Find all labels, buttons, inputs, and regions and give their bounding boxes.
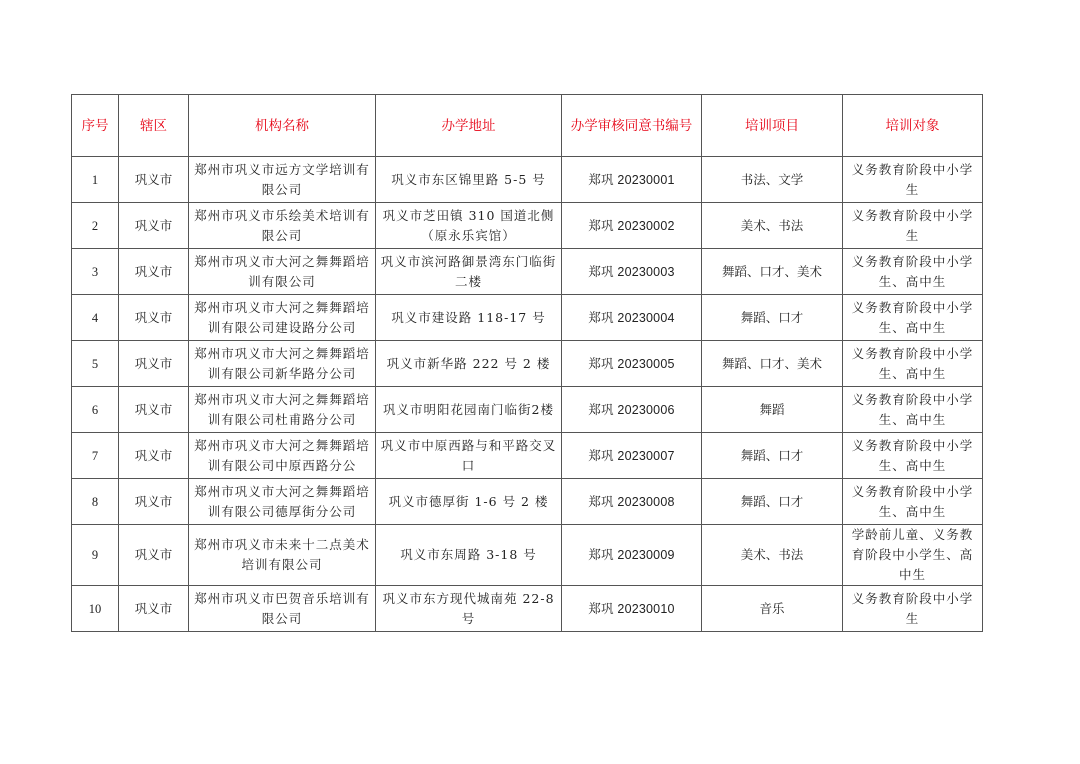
table-row [72,387,983,433]
cell-training-project: 舞蹈 [702,387,843,433]
cell-training-target: 义务教育阶段中小学生 [843,203,983,249]
table-row [72,479,983,525]
header-district: 辖区 [119,95,189,157]
cell-district: 巩义市 [119,203,189,249]
header-approval-number: 办学审核同意书编号 [562,95,702,157]
cell-training-project: 美术、书法 [702,203,843,249]
table-row [72,157,983,203]
cell-training-target: 学龄前儿童、义务教育阶段中小学生、高中生 [843,525,983,586]
cell-training-project: 舞蹈、口才、美术 [702,341,843,387]
cell-serial-number: 4 [72,295,119,341]
cell-institution-name: 郑州市巩义市大河之舞舞蹈培训有限公司德厚街分公司 [189,479,376,525]
cell-school-address: 巩义市芝田镇 310 国道北侧（原永乐宾馆） [376,203,562,249]
table-row [72,433,983,479]
cell-district: 巩义市 [119,249,189,295]
table-row [72,341,983,387]
cell-institution-name: 郑州市巩义市大河之舞舞蹈培训有限公司新华路分公司 [189,341,376,387]
cell-institution-name: 郑州市巩义市大河之舞舞蹈培训有限公司建设路分公司 [189,295,376,341]
cell-serial-number: 5 [72,341,119,387]
cell-approval-number: 郑巩 20230003 [562,249,702,295]
cell-training-project: 舞蹈、口才 [702,295,843,341]
training-institution-table [71,94,983,632]
cell-serial-number: 8 [72,479,119,525]
cell-training-target: 义务教育阶段中小学生、高中生 [843,341,983,387]
cell-district: 巩义市 [119,479,189,525]
header-row [72,95,983,157]
cell-school-address: 巩义市明阳花园南门临街2楼 [376,387,562,433]
cell-school-address: 巩义市建设路 118-17 号 [376,295,562,341]
table-body [72,157,983,632]
cell-approval-number: 郑巩 20230002 [562,203,702,249]
cell-institution-name: 郑州市巩义市乐绘美术培训有限公司 [189,203,376,249]
cell-serial-number: 3 [72,249,119,295]
table-row [72,295,983,341]
cell-approval-number: 郑巩 20230008 [562,479,702,525]
cell-training-project: 音乐 [702,586,843,632]
cell-school-address: 巩义市中原西路与和平路交叉口 [376,433,562,479]
cell-district: 巩义市 [119,341,189,387]
cell-approval-number: 郑巩 20230009 [562,525,702,586]
cell-district: 巩义市 [119,433,189,479]
cell-training-target: 义务教育阶段中小学生 [843,586,983,632]
cell-serial-number: 10 [72,586,119,632]
cell-approval-number: 郑巩 20230007 [562,433,702,479]
cell-approval-number: 郑巩 20230004 [562,295,702,341]
table-row [72,249,983,295]
cell-institution-name: 郑州市巩义市大河之舞舞蹈培训有限公司中原西路分公 [189,433,376,479]
cell-school-address: 巩义市东周路 3-18 号 [376,525,562,586]
cell-training-project: 书法、文学 [702,157,843,203]
cell-serial-number: 6 [72,387,119,433]
cell-school-address: 巩义市东区锦里路 5-5 号 [376,157,562,203]
cell-training-target: 义务教育阶段中小学生、高中生 [843,249,983,295]
header-training-target: 培训对象 [843,95,983,157]
cell-district: 巩义市 [119,157,189,203]
cell-serial-number: 2 [72,203,119,249]
cell-school-address: 巩义市新华路 222 号 2 楼 [376,341,562,387]
table-row [72,586,983,632]
cell-training-project: 美术、书法 [702,525,843,586]
cell-training-target: 义务教育阶段中小学生 [843,157,983,203]
cell-district: 巩义市 [119,525,189,586]
cell-school-address: 巩义市东方现代城南苑 22-8 号 [376,586,562,632]
table-row [72,203,983,249]
header-institution-name: 机构名称 [189,95,376,157]
cell-district: 巩义市 [119,295,189,341]
cell-training-target: 义务教育阶段中小学生、高中生 [843,479,983,525]
cell-training-project: 舞蹈、口才 [702,479,843,525]
header-training-project: 培训项目 [702,95,843,157]
cell-serial-number: 7 [72,433,119,479]
header-school-address: 办学地址 [376,95,562,157]
cell-serial-number: 1 [72,157,119,203]
cell-school-address: 巩义市德厚街 1-6 号 2 楼 [376,479,562,525]
cell-approval-number: 郑巩 20230006 [562,387,702,433]
cell-district: 巩义市 [119,586,189,632]
cell-training-project: 舞蹈、口才、美术 [702,249,843,295]
cell-approval-number: 郑巩 20230001 [562,157,702,203]
cell-school-address: 巩义市滨河路御景湾东门临街二楼 [376,249,562,295]
cell-training-project: 舞蹈、口才 [702,433,843,479]
cell-approval-number: 郑巩 20230010 [562,586,702,632]
cell-institution-name: 郑州市巩义市巴贺音乐培训有限公司 [189,586,376,632]
cell-serial-number: 9 [72,525,119,586]
cell-district: 巩义市 [119,387,189,433]
table-header [72,95,983,157]
cell-institution-name: 郑州市巩义市大河之舞舞蹈培训有限公司杜甫路分公司 [189,387,376,433]
table-row [72,525,983,586]
cell-institution-name: 郑州市巩义市未来十二点美术培训有限公司 [189,525,376,586]
cell-training-target: 义务教育阶段中小学生、高中生 [843,295,983,341]
cell-training-target: 义务教育阶段中小学生、高中生 [843,387,983,433]
cell-institution-name: 郑州市巩义市远方文学培训有限公司 [189,157,376,203]
header-serial-number: 序号 [72,95,119,157]
cell-training-target: 义务教育阶段中小学生、高中生 [843,433,983,479]
cell-approval-number: 郑巩 20230005 [562,341,702,387]
cell-institution-name: 郑州市巩义市大河之舞舞蹈培训有限公司 [189,249,376,295]
